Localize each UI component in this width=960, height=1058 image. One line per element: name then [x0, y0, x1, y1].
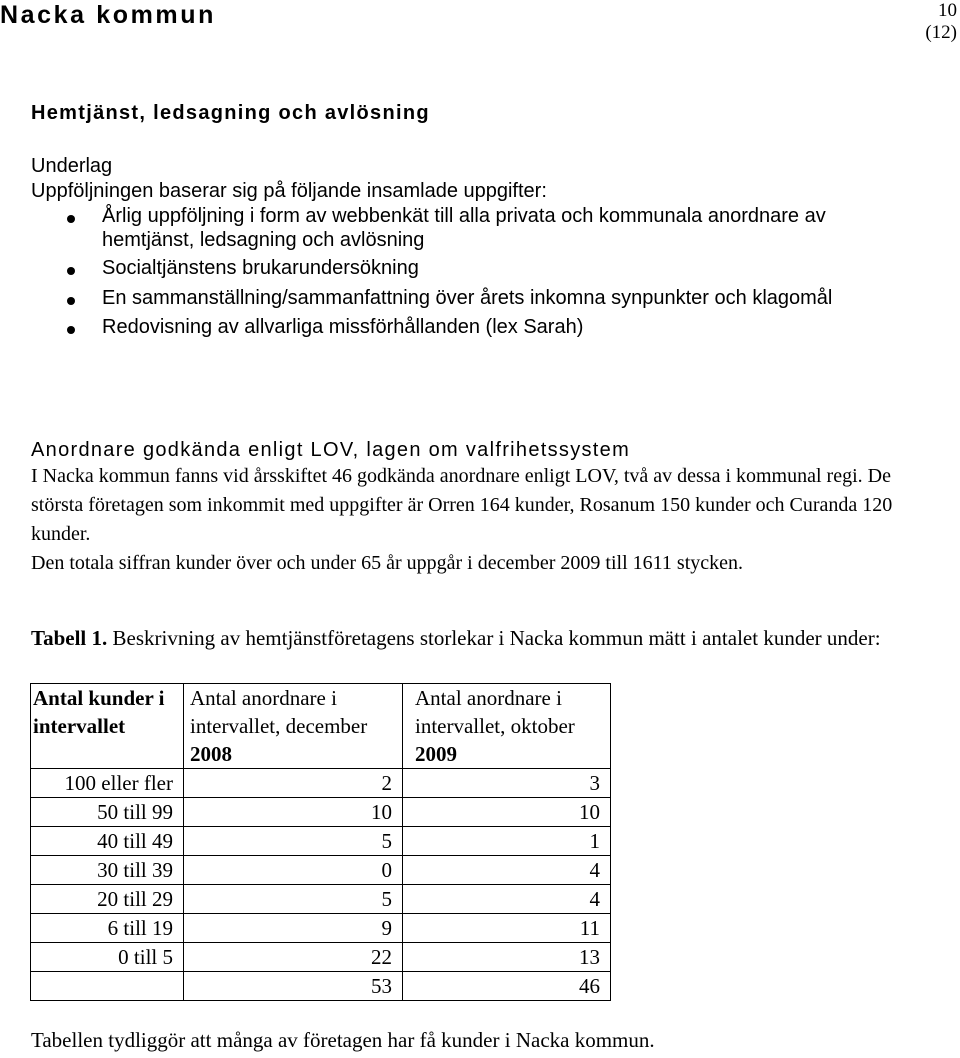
list-item: Redovisning av allvarliga missförhållanden (lex Sarah)	[0, 315, 862, 339]
header-oktober-2009: Antal anordnare i intervallet, oktober 2009	[403, 684, 611, 769]
cell-dec2008: 5	[184, 827, 403, 856]
table-row	[31, 798, 611, 827]
cell-dec2008: 10	[184, 798, 403, 827]
section-heading-lov: Anordnare godkända enligt LOV, lagen om valfrihetssystem	[31, 439, 631, 461]
cell-oct2009: 3	[403, 769, 611, 798]
header-december-2008: Antal anordnare i intervallet, december 2008	[184, 684, 403, 769]
cell-oct2009: 10	[403, 798, 611, 827]
table-header-row	[31, 684, 611, 769]
cell-range: 40 till 49	[31, 827, 184, 856]
list-item: Årlig uppföljning i form av webbenkät till alla privata och kommunala anordnare av hemtjänst, ledsagning och avlösning	[0, 204, 862, 252]
section-heading-hemtjanst: Hemtjänst, ledsagning och avlösning	[31, 102, 430, 124]
document-header-title: Nacka kommun	[0, 1, 216, 29]
table-row	[31, 885, 611, 914]
cell-oct2009: 4	[403, 856, 611, 885]
cell-oct2009-total: 46	[403, 972, 611, 1001]
cell-dec2008: 5	[184, 885, 403, 914]
table-caption-label: Tabell 1.	[31, 626, 108, 650]
cell-range: 100 eller fler	[31, 769, 184, 798]
cell-dec2008: 0	[184, 856, 403, 885]
cell-range: 50 till 99	[31, 798, 184, 827]
cell-dec2008: 2	[184, 769, 403, 798]
cell-range: 6 till 19	[31, 914, 184, 943]
list-item: Socialtjänstens brukarundersökning	[0, 256, 862, 280]
table-row	[31, 943, 611, 972]
data-sources-list	[0, 204, 862, 339]
subheading-underlag: Underlag	[31, 155, 113, 177]
table-row	[31, 856, 611, 885]
list-item: En sammanställning/sammanfattning över årets inkomna synpunkter och klagomål	[0, 286, 862, 310]
cell-range	[31, 972, 184, 1001]
cell-dec2008: 9	[184, 914, 403, 943]
table-caption-text: Beskrivning av hemtjänstföretagens storlekar i Nacka kommun mätt i antalet kunder under:	[107, 626, 881, 650]
paragraph-anordnare: I Nacka kommun fanns vid årsskiftet 46 godkända anordnare enligt LOV, två av dessa i kommunal regi. De största företagen som inkommit med uppgifter är Orren 164 kunder, Rosanum 150 kunder och Curanda 120 kunder.	[31, 465, 893, 545]
cell-oct2009: 13	[403, 943, 611, 972]
provider-size-table	[30, 683, 611, 1001]
page-number	[925, 0, 957, 44]
cell-oct2009: 11	[403, 914, 611, 943]
table-row	[31, 827, 611, 856]
table-total-row	[31, 972, 611, 1001]
cell-dec2008: 22	[184, 943, 403, 972]
table-caption	[31, 624, 931, 652]
paragraph-total-kunder: Den totala siffran kunder över och under 65 år uppgår i december 2009 till 1611 stycken.	[31, 552, 744, 574]
cell-range: 20 till 29	[31, 885, 184, 914]
page-number-total: (12)	[925, 22, 957, 43]
intro-text: Uppföljningen baserar sig på följande insamlade uppgifter:	[31, 180, 547, 202]
table-row	[31, 914, 611, 943]
cell-oct2009: 4	[403, 885, 611, 914]
table-row	[31, 769, 611, 798]
page-number-current: 10	[938, 0, 957, 21]
table-summary-text: Tabellen tydliggör att många av företagen har få kunder i Nacka kommun.	[31, 1028, 655, 1052]
header-antal-kunder: Antal kunder i intervallet	[31, 684, 184, 769]
cell-range: 30 till 39	[31, 856, 184, 885]
cell-dec2008-total: 53	[184, 972, 403, 1001]
cell-range: 0 till 5	[31, 943, 184, 972]
cell-oct2009: 1	[403, 827, 611, 856]
